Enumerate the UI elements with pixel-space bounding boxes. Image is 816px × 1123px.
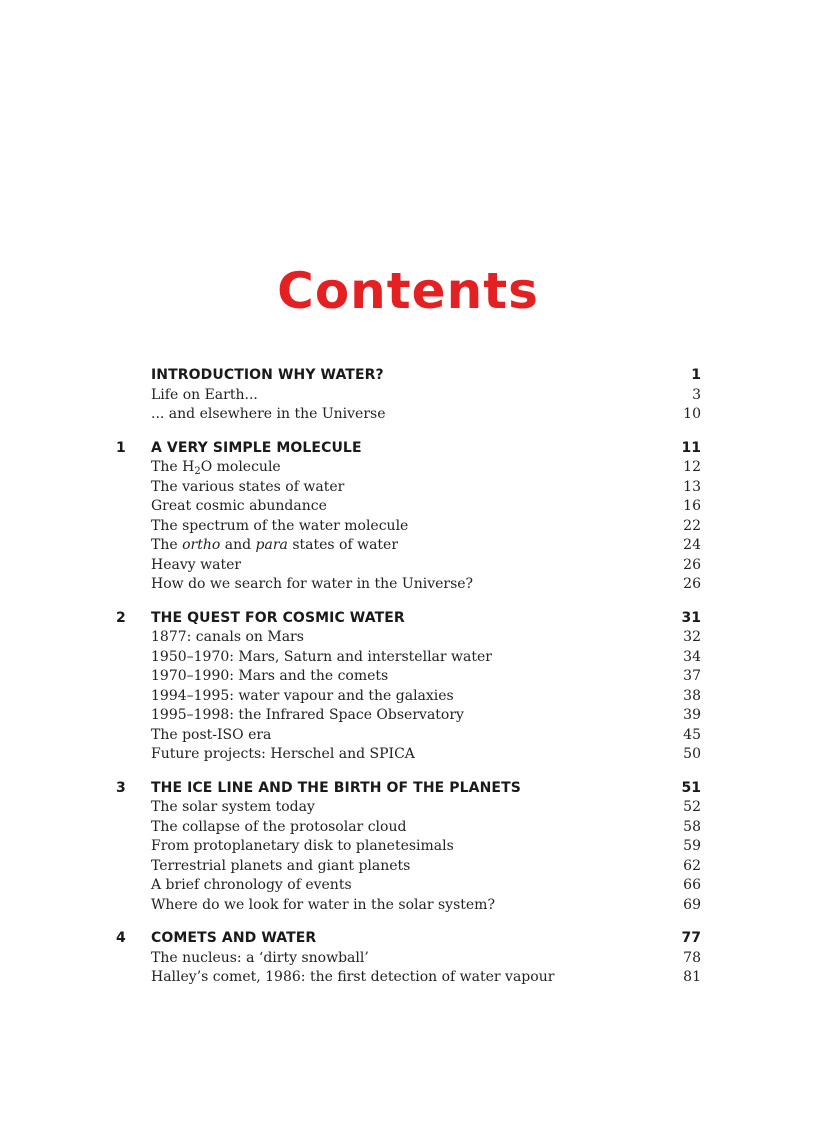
- section-title: Life on Earth...: [151, 386, 258, 403]
- section-title: 1877: canals on Mars: [151, 629, 304, 645]
- toc-entry[interactable]: [0, 949, 816, 969]
- section-page: 13: [683, 478, 701, 495]
- section-page: 52: [683, 799, 701, 815]
- section-title: Future projects: Herschel and SPICA: [151, 746, 415, 762]
- chapter-number: 2: [116, 609, 126, 626]
- section-title: The post-ISO era: [151, 726, 272, 743]
- toc-entry[interactable]: [0, 536, 816, 556]
- section-title: Halley’s comet, 1986: the first detection of water vapour: [151, 969, 555, 985]
- toc-entry[interactable]: [0, 517, 816, 537]
- toc-entry[interactable]: [0, 386, 816, 406]
- chapter-introduction: [0, 366, 816, 425]
- section-page: 34: [683, 648, 701, 665]
- section-page: 45: [683, 726, 701, 743]
- section-title: A brief chronology of events: [151, 877, 352, 893]
- toc-entry[interactable]: [0, 876, 816, 896]
- chapter-heading[interactable]: [0, 366, 816, 386]
- chapter-3: [0, 779, 816, 916]
- section-page: 50: [683, 746, 701, 762]
- section-page: 26: [683, 576, 701, 592]
- toc-entry[interactable]: [0, 687, 816, 707]
- section-page: 10: [683, 406, 701, 422]
- section-title: The nucleus: a ‘dirty snowball’: [151, 949, 369, 966]
- section-title: Terrestrial planets and giant planets: [151, 857, 411, 874]
- toc-entry[interactable]: [0, 818, 816, 838]
- section-title: 1970–1990: Mars and the comets: [151, 668, 389, 684]
- chapter-number: 1: [116, 439, 126, 456]
- toc-entry[interactable]: [0, 648, 816, 668]
- chapter-page: 1: [691, 367, 701, 383]
- toc-entry[interactable]: [0, 706, 816, 726]
- chapter-number: 3: [116, 779, 126, 796]
- chapter-title: COMETS AND WATER: [151, 930, 317, 946]
- section-page: 12: [683, 459, 701, 475]
- toc-entry[interactable]: [0, 745, 816, 765]
- toc-entry[interactable]: [0, 478, 816, 498]
- section-page: 32: [683, 629, 701, 645]
- section-title: The ortho and para states of water: [151, 537, 399, 553]
- toc-entry[interactable]: [0, 857, 816, 877]
- toc-entry[interactable]: [0, 968, 816, 988]
- section-page: 62: [683, 857, 701, 874]
- chapter-title: A VERY SIMPLE MOLECULE: [151, 439, 362, 456]
- chapter-number: 4: [116, 930, 126, 946]
- section-page: 81: [683, 969, 701, 985]
- section-title: How do we search for water in the Universe?: [151, 576, 474, 592]
- section-title: 1995–1998: the Infrared Space Observatory: [151, 707, 464, 723]
- section-title: ... and elsewhere in the Universe: [151, 406, 386, 422]
- toc-entry[interactable]: [0, 628, 816, 648]
- chapter-heading[interactable]: [0, 609, 816, 629]
- toc-entry[interactable]: [0, 837, 816, 857]
- section-title: 1950–1970: Mars, Saturn and interstellar water: [151, 648, 492, 665]
- section-title: 1994–1995: water vapour and the galaxies: [151, 687, 454, 704]
- chapter-4: [0, 929, 816, 988]
- toc-entry[interactable]: [0, 556, 816, 576]
- chapter-1: [0, 439, 816, 595]
- chapter-heading[interactable]: [0, 929, 816, 949]
- section-title: The various states of water: [151, 478, 345, 495]
- section-page: 26: [683, 556, 701, 573]
- toc-entry[interactable]: [0, 458, 816, 478]
- section-page: 66: [683, 877, 701, 893]
- toc-entry[interactable]: [0, 497, 816, 517]
- toc-entry[interactable]: [0, 798, 816, 818]
- chapter-heading[interactable]: [0, 439, 816, 459]
- section-page: 59: [683, 838, 701, 854]
- section-page: 78: [683, 949, 701, 966]
- section-title: The spectrum of the water molecule: [151, 517, 409, 534]
- section-page: 69: [683, 896, 701, 913]
- chapter-title: THE QUEST FOR COSMIC WATER: [151, 609, 405, 626]
- section-page: 24: [683, 537, 701, 553]
- section-page: 22: [683, 517, 701, 534]
- chapter-page: 77: [681, 930, 701, 946]
- chapter-page: 51: [681, 779, 701, 796]
- toc-entry[interactable]: [0, 575, 816, 595]
- section-title: The $H_2O$ molecule: [151, 459, 281, 477]
- chapter-heading[interactable]: [0, 779, 816, 799]
- section-page: 39: [683, 707, 701, 723]
- section-title: Great cosmic abundance: [151, 498, 327, 514]
- chapter-2: [0, 609, 816, 765]
- section-title: From protoplanetary disk to planetesimals: [151, 838, 454, 854]
- page-title: Contents: [277, 262, 539, 320]
- chapter-title: INTRODUCTION WHY WATER?: [151, 367, 384, 383]
- section-title: The solar system today: [151, 799, 315, 815]
- toc-entry[interactable]: [0, 667, 816, 687]
- section-page: 38: [683, 687, 701, 704]
- section-page: 16: [683, 498, 701, 514]
- section-page: 58: [683, 818, 701, 835]
- table-of-contents: [0, 366, 816, 1002]
- toc-entry[interactable]: [0, 726, 816, 746]
- section-title: Where do we look for water in the solar system?: [151, 896, 495, 913]
- toc-entry[interactable]: [0, 896, 816, 916]
- toc-entry[interactable]: [0, 405, 816, 425]
- section-page: 37: [683, 668, 701, 684]
- chapter-page: 11: [681, 439, 701, 456]
- section-page: 3: [692, 386, 701, 403]
- section-title: The collapse of the protosolar cloud: [151, 818, 407, 835]
- chapter-title: THE ICE LINE AND THE BIRTH OF THE PLANETS: [151, 779, 521, 796]
- section-title: Heavy water: [151, 556, 242, 573]
- chapter-page: 31: [681, 609, 701, 626]
